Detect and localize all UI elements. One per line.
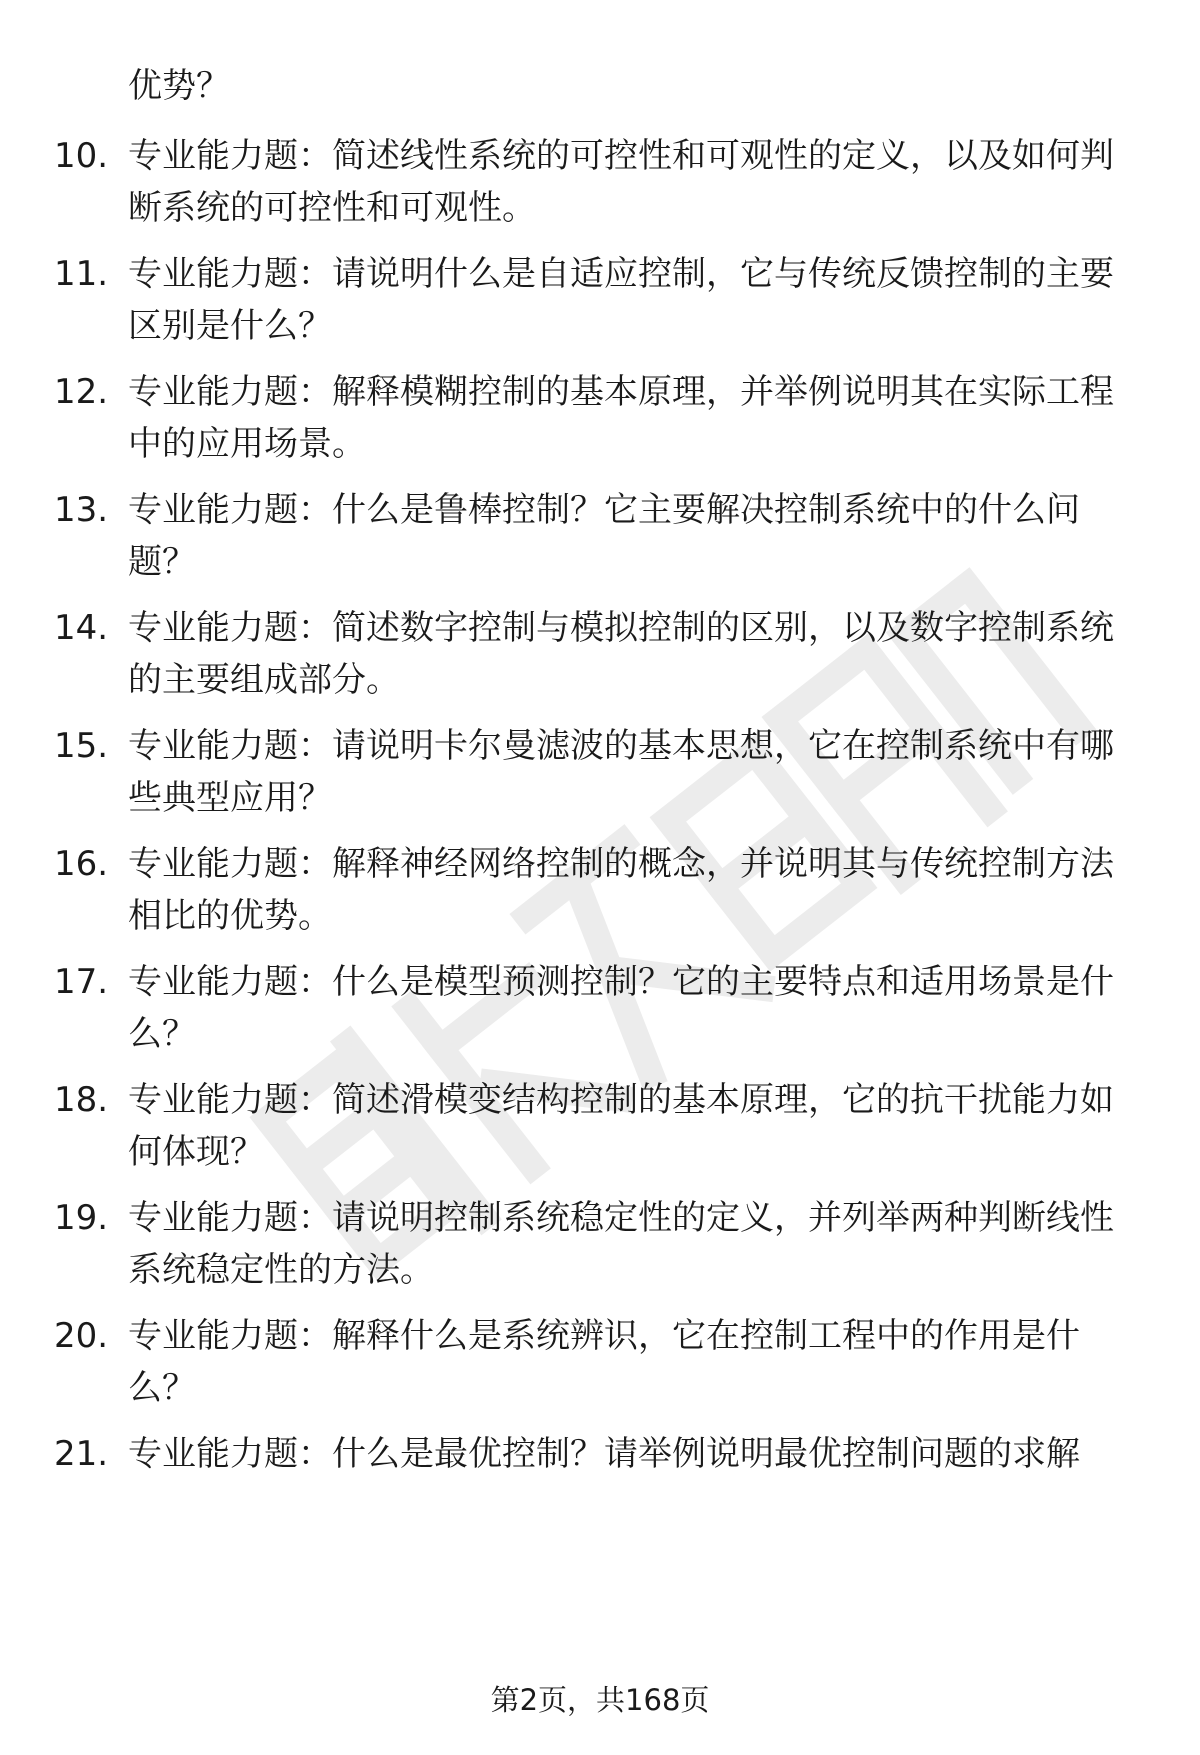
question-item (0, 838, 1200, 948)
question-item (0, 956, 1200, 1066)
question-text: 专业能力题：简述滑模变结构控制的基本原理，它的抗干扰能力如何体现？ (128, 1080, 1114, 1172)
question-text: 专业能力题：解释模糊控制的基本原理，并举例说明其在实际工程中的应用场景。 (128, 372, 1114, 464)
question-number: 15. (54, 726, 109, 766)
question-item (0, 248, 1200, 358)
question-item (0, 1074, 1200, 1184)
question-item (0, 366, 1200, 476)
question-item (0, 602, 1200, 712)
question-text: 专业能力题：请说明控制系统稳定性的定义，并列举两种判断线性系统稳定性的方法。 (128, 1198, 1114, 1290)
question-text: 专业能力题：什么是模型预测控制？它的主要特点和适用场景是什么？ (128, 962, 1114, 1054)
question-text: 专业能力题：什么是鲁棒控制？它主要解决控制系统中的什么问题？ (128, 490, 1080, 582)
question-item (0, 1428, 1200, 1488)
question-number: 19. (54, 1198, 109, 1238)
question-item (0, 130, 1200, 240)
question-text: 专业能力题：解释神经网络控制的概念，并说明其与传统控制方法相比的优势。 (128, 844, 1114, 936)
question-text: 专业能力题：请说明卡尔曼滤波的基本思想，它在控制系统中有哪些典型应用？ (128, 726, 1114, 818)
question-item (0, 720, 1200, 830)
question-text: 专业能力题：请说明什么是自适应控制，它与传统反馈控制的主要区别是什么？ (128, 254, 1114, 346)
question-number: 13. (54, 490, 109, 530)
question-text: 专业能力题：简述线性系统的可控性和可观性的定义，以及如何判断系统的可控性和可观性。 (128, 136, 1114, 228)
question-item (0, 1192, 1200, 1302)
question-item (0, 1310, 1200, 1420)
question-text: 专业能力题：简述数字控制与模拟控制的区别，以及数字控制系统的主要组成部分。 (128, 608, 1114, 700)
question-number: 10. (54, 136, 109, 176)
question-number: 20. (54, 1316, 109, 1356)
question-text: 专业能力题：什么是最优控制？请举例说明最优控制问题的求解 (128, 1434, 1080, 1474)
continued-text: 优势？ (128, 66, 230, 106)
question-number: 21. (54, 1434, 109, 1474)
question-number: 11. (54, 254, 109, 294)
question-number: 16. (54, 844, 109, 884)
question-number: 12. (54, 372, 109, 412)
question-number: 14. (54, 608, 109, 648)
question-number: 18. (54, 1080, 109, 1120)
question-number: 17. (54, 962, 109, 1002)
question-text: 专业能力题：解释什么是系统辨识，它在控制工程中的作用是什么？ (128, 1316, 1080, 1408)
page-footer: 第2页，共168页 (490, 1683, 710, 1717)
question-item (0, 484, 1200, 594)
